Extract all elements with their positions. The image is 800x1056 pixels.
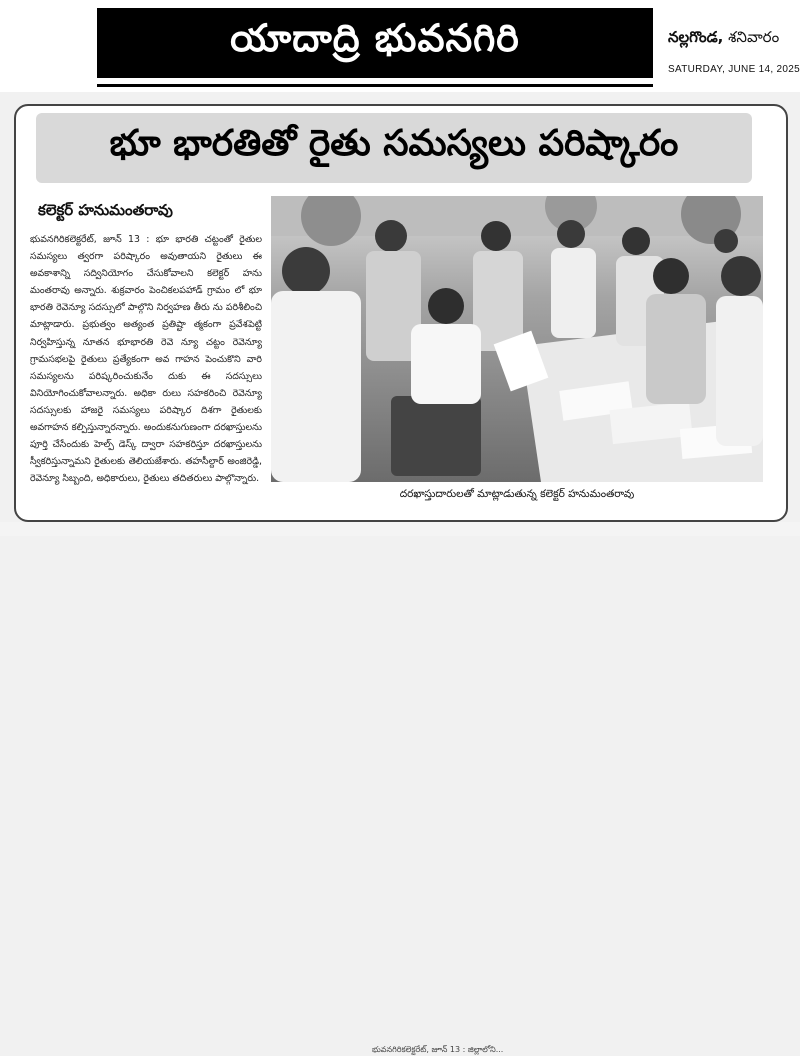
photo-illustration [271, 196, 763, 482]
masthead-day: శనివారం [728, 28, 780, 46]
masthead-date: SATURDAY, JUNE 14, 2025 [668, 64, 800, 75]
newspaper-title: యాదాద్రి భువనగిరి [97, 8, 653, 78]
article-headline: భూ భారతితో రైతు సమస్యలు పరిష్కారం [36, 113, 752, 183]
masthead-rule [97, 84, 653, 87]
photo-caption: దరఖాస్తుదారులతో మాట్లాడుతున్న కలెక్టర్ హనుమంతరావు [399, 487, 635, 500]
masthead-place-day [668, 28, 779, 50]
next-article-strip [0, 522, 800, 1054]
masthead-place: నల్లగొండ, [668, 28, 724, 46]
article-body: భువనగిరికలెక్టరేట్, జూన్ 13 : భూ భారతి చట్టంతో రైతుల సమస్యలు త్వరగా పరిష్కారం అవుతాయని రైతులు ఈ అవకాశాన్ని సద్వినియోగం చేసుకోవాలని కలెక్టర్ హను మంతరావు అన్నారు. శుక్రవారం పెంచికలపహాడ్ గ్రామం లో భూ భారతి రెవెన్యూ సదస్సులో పాల్గొని నిర్వహణ తీరు ను పరిశీలించి మాట్లాడారు. ప్రభుత్వం అత్యంత ప్రతిష్టా త్మకంగా ప్రవేశపెట్టి నిర్వహిస్తున్న నూతన భూభారతి రెవె న్యూ చట్టం రెవెన్యూ గ్రామసభలపై రైతులు ప్రత్యేకంగా అవ గాహన పెంచుకొని వారి సమస్యలను పరిష్కరించుకునేం దుకు ఈ సదస్సులు వినియోగించుకోవాలన్నారు. అధికా రులు సహకరించి రెవెన్యూ సదస్సులకు హాజరై సమస్యలు పరిష్కార దిశగా రైతులకు అవగాహన కల్పిస్తున్నారన్నారు. అందుకనుగుణంగా దరఖాస్తులను పూర్తి చేసేందుకు హెల్ప్ డెస్క్ ద్వారా సహకరిస్తూ దరఖాస్తులను స్వీకరిస్తున్నామని రైతులకు తెలియజేశారు. తహసీల్దార్ అంజిరెడ్డి, రెవెన్యూ సిబ్బంది, అధికారులు, రైతులు తదితరులు పాల్గొన్నారు. [30, 234, 262, 485]
next-article-snippet: భువనగిరికలెక్టరేట్, జూన్ 13 : జిల్లాలోని... [372, 1045, 504, 1054]
article-byline: కలెక్టర్ హనుమంతరావు [38, 201, 173, 219]
article-photo [271, 196, 763, 482]
masthead [0, 0, 800, 92]
